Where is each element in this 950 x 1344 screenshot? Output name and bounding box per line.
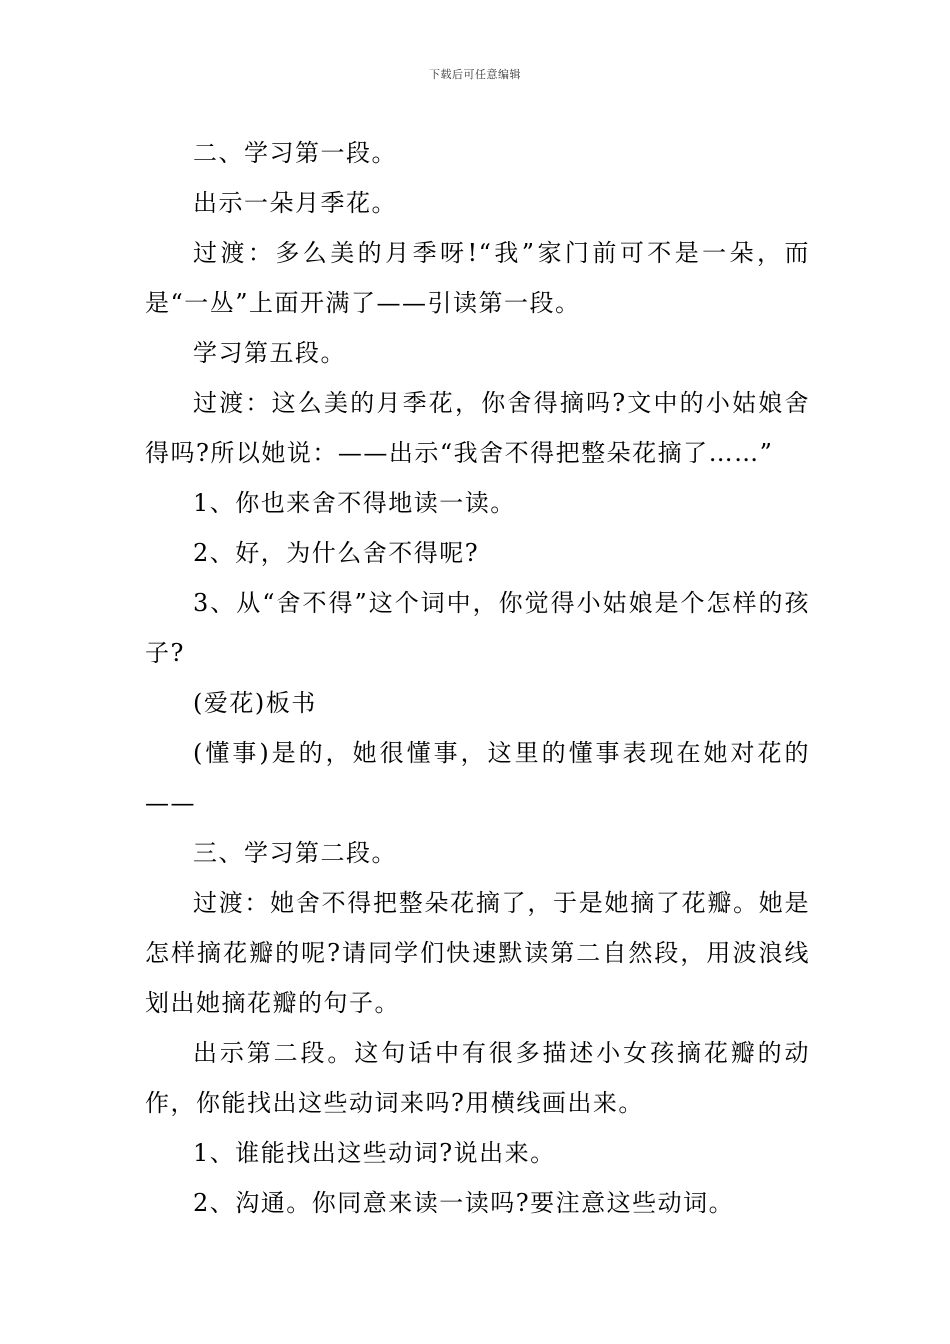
paragraph: 出示第二段。这句话中有很多描述小女孩摘花瓣的动作，你能找出这些动词来吗?用横线画出来。 — [145, 1039, 810, 1117]
paragraph: 学习第五段。 — [193, 339, 346, 367]
paragraph: 1、谁能找出这些动词?说出来。 — [193, 1139, 556, 1167]
page-header: 下载后可任意编辑 — [429, 68, 521, 81]
paragraph: 二、学习第一段。 — [193, 139, 397, 167]
paragraph: 过渡：多么美的月季呀!“我”家门前可不是一朵，而是“一丛”上面开满了——引读第一段。 — [145, 239, 810, 317]
paragraph: 过渡：她舍不得把整朵花摘了，于是她摘了花瓣。她是怎样摘花瓣的呢?请同学们快速默读第二自然段，用波浪线划出她摘花瓣的句子。 — [145, 889, 810, 1017]
paragraph: (懂事)是的，她很懂事，这里的懂事表现在她对花的—— — [145, 739, 810, 817]
paragraph: (爱花)板书 — [193, 689, 317, 717]
paragraph: 1、你也来舍不得地读一读。 — [193, 489, 516, 517]
paragraph: 3、从“舍不得”这个词中，你觉得小姑娘是个怎样的孩子? — [145, 589, 810, 667]
paragraph: 2、好，为什么舍不得呢? — [193, 539, 480, 567]
paragraph: 三、学习第二段。 — [193, 839, 397, 867]
paragraph: 出示一朵月季花。 — [193, 189, 397, 217]
paragraph: 2、沟通。你同意来读一读吗?要注意这些动词。 — [193, 1189, 735, 1217]
document-body — [145, 128, 810, 1228]
paragraph: 过渡：这么美的月季花，你舍得摘吗?文中的小姑娘舍得吗?所以她说：——出示“我舍不得把整朵花摘了……” — [145, 389, 810, 467]
